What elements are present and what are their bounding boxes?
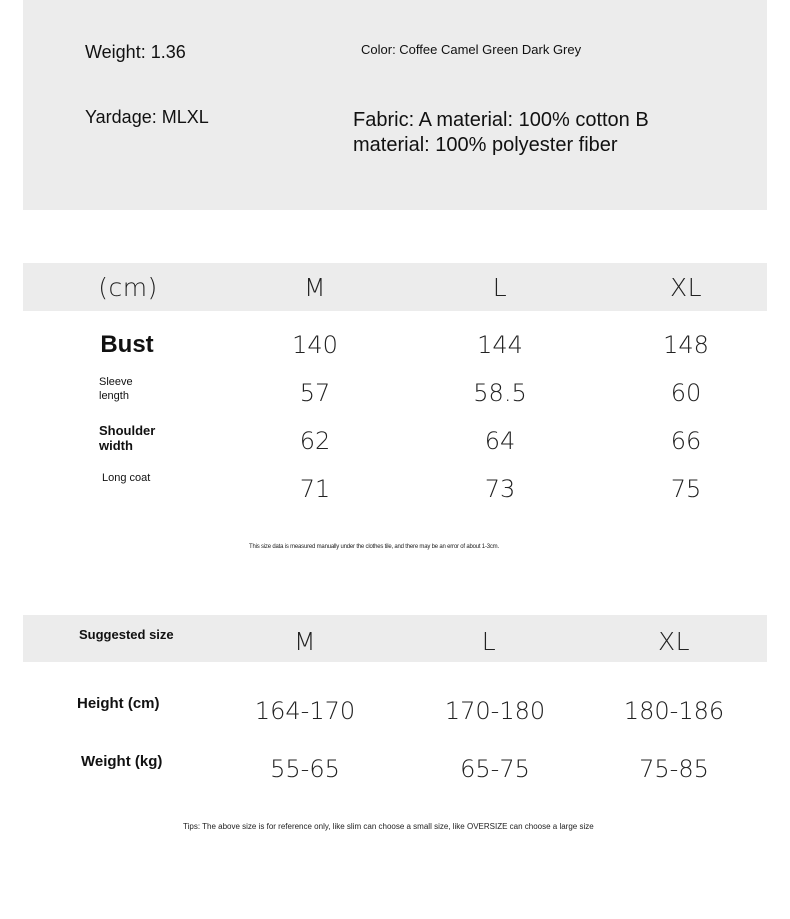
size-header-l: L xyxy=(492,273,508,302)
measurement-note: This size data is measured manually under the clothes tile, and there may be an error of about 1-3cm. xyxy=(249,544,499,550)
table-cell: 64 xyxy=(484,427,516,455)
table-cell: 73 xyxy=(484,475,516,503)
table-cell: 75-85 xyxy=(639,755,709,783)
weight-info: Weight: 1.36 xyxy=(85,42,186,62)
table-cell: 71 xyxy=(299,475,331,503)
table-cell: 75 xyxy=(670,475,702,503)
row-label-bust: Bust xyxy=(100,331,154,358)
size-tips-note: Tips: The above size is for reference only, like slim can choose a small size, like OVERSIZE can choose a large size xyxy=(183,822,594,831)
table-cell: 65-75 xyxy=(460,755,530,783)
table-cell: 140 xyxy=(292,331,338,359)
fabric-info: Fabric: A material: 100% cotton B material: 100% polyester fiber xyxy=(353,109,649,156)
table-cell: 148 xyxy=(663,331,709,359)
row-label-shoulder-width: Shoulder width xyxy=(99,423,156,453)
table-cell: 55-65 xyxy=(270,755,340,783)
table-cell: 164-170 xyxy=(254,697,356,725)
table-cell: 58.5 xyxy=(473,379,527,407)
size-header-m: M xyxy=(303,273,327,302)
size-table-unit-header: (cm) xyxy=(98,273,158,302)
table-cell: 170-180 xyxy=(444,697,546,725)
row-label-long-coat: Long coat xyxy=(102,472,151,484)
suggest-table-header: Suggested size xyxy=(79,627,174,642)
row-label-weight: Weight (kg) xyxy=(81,753,163,770)
table-cell: 60 xyxy=(670,379,702,407)
suggest-header-xl: XL xyxy=(657,627,691,656)
color-info: Color: Coffee Camel Green Dark Grey xyxy=(361,42,582,57)
size-header-xl: XL xyxy=(669,273,703,302)
suggest-header-m: M xyxy=(293,627,317,656)
table-cell: 57 xyxy=(299,379,331,407)
product-info-panel xyxy=(23,0,767,210)
table-cell: 180-186 xyxy=(623,697,725,725)
row-label-height: Height (cm) xyxy=(77,695,160,712)
row-label-sleeve-length: Sleeve length xyxy=(99,376,133,402)
yardage-info: Yardage: MLXL xyxy=(85,107,209,127)
suggest-header-l: L xyxy=(481,627,497,656)
table-cell: 66 xyxy=(670,427,702,455)
table-cell: 144 xyxy=(477,331,523,359)
table-cell: 62 xyxy=(299,427,331,455)
